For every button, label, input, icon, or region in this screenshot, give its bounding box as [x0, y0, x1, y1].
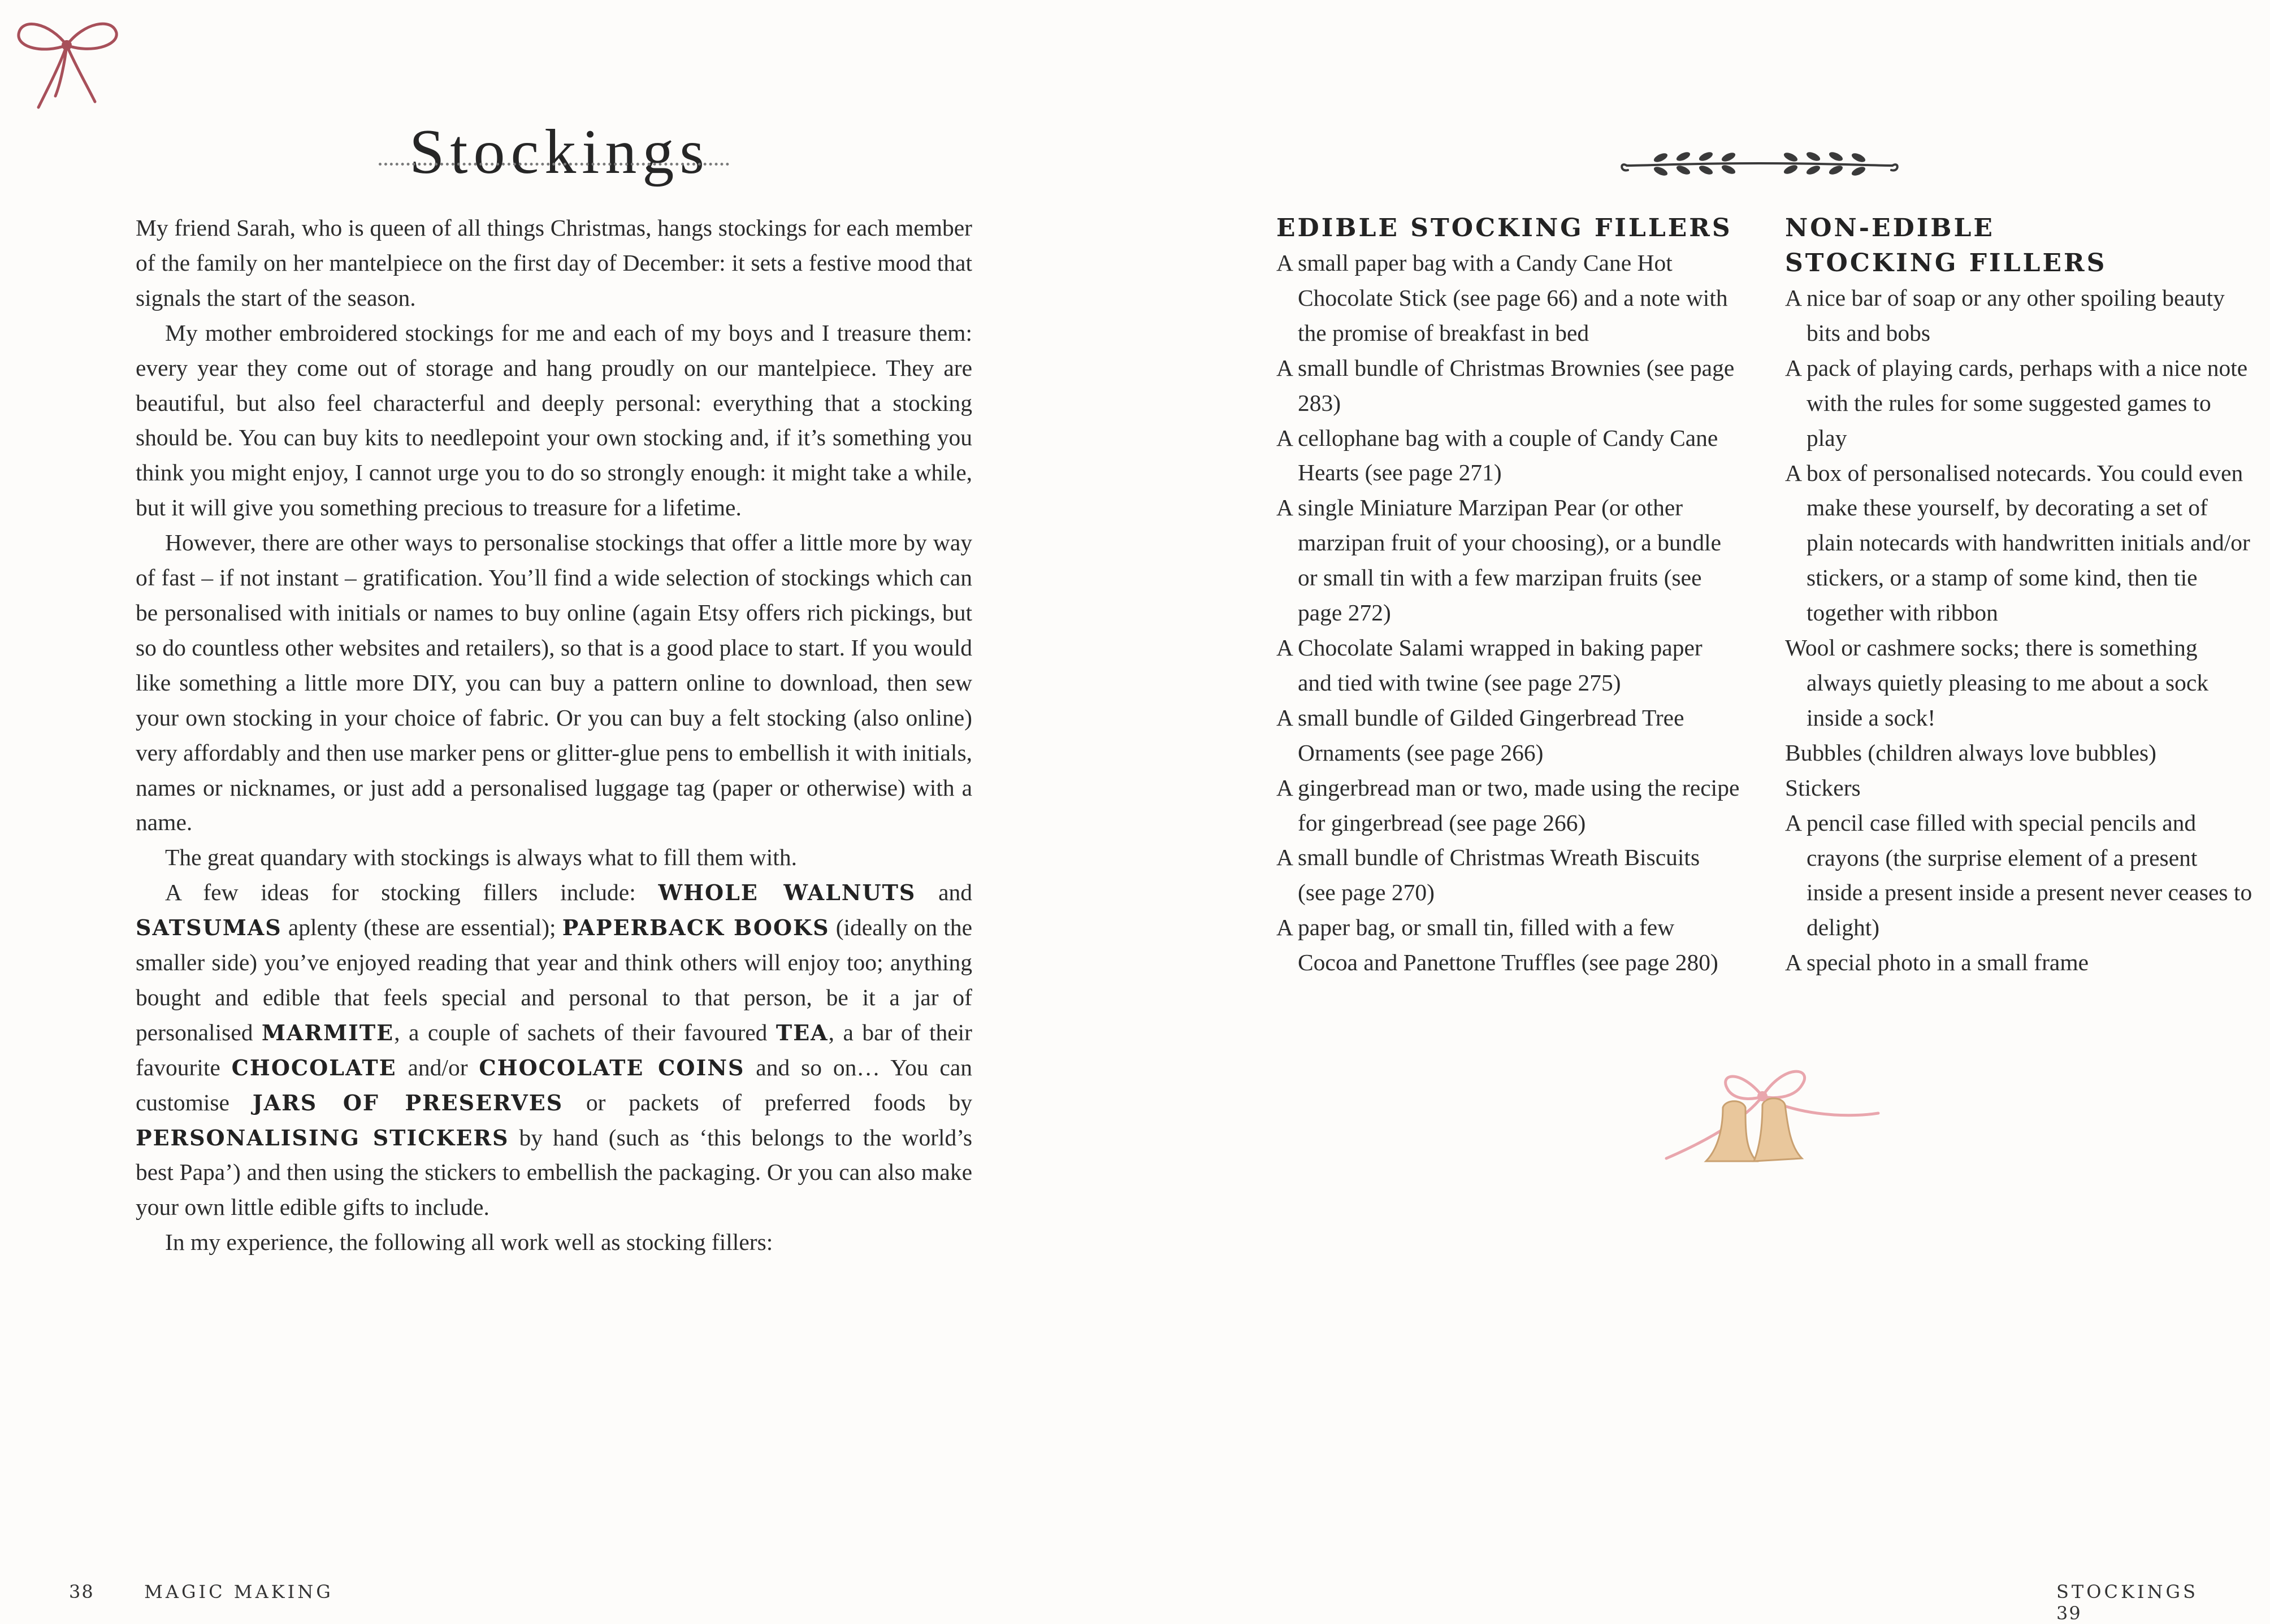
highlighted-item: PERSONALISING STICKERS — [136, 1124, 509, 1150]
body-text-run: In my experience, the following all work well as stocking fillers: — [165, 1229, 773, 1256]
list-item: A small bundle of Gilded Gingerbread Tree Ornaments (see page 266) — [1276, 704, 1684, 766]
list-item: A small paper bag with a Candy Cane Hot Chocolate Stick (see page 66) and a note with the promise of breakfast in bed — [1276, 250, 1728, 346]
body-text-run: , a couple of sachets of their favoured — [394, 1019, 776, 1045]
christmas-bells-icon — [1661, 1045, 1881, 1175]
body-text-run: and/or — [396, 1054, 479, 1080]
highlighted-item: CHOCOLATE — [231, 1054, 397, 1080]
page-title: Stockings — [409, 117, 710, 188]
list-item: A paper bag, or small tin, filled with a few Cocoa and Panettone Truffles (see page 280) — [1276, 914, 1718, 976]
list-item: A nice bar of soap or any other spoiling beauty bits and bobs — [1785, 285, 2225, 346]
edible-fillers-heading: EDIBLE STOCKING FILLERS — [1276, 214, 1732, 242]
nonedible-fillers-column — [1785, 211, 2254, 980]
nonedible-fillers-list — [1785, 281, 2254, 980]
page-number-right: 39 — [2056, 1603, 2082, 1624]
highlighted-item: MARMITE — [261, 1019, 395, 1045]
footer-section-left: MAGIC MAKING — [144, 1581, 333, 1603]
body-text-run: The great quandary with stockings is always what to fill them with. — [165, 844, 797, 871]
body-paragraph — [136, 316, 972, 526]
body-paragraph — [136, 840, 972, 875]
body-text-run: and so on… You can customise — [136, 1054, 972, 1115]
list-item: A pencil case filled with special pencils and crayons (the surprise element of a present inside a present inside a present never ceases to delight) — [1785, 809, 2252, 941]
list-item: A cellophane bag with a couple of Candy Cane Hearts (see page 271) — [1276, 424, 1718, 486]
list-item: A box of personalised notecards. You could even make these yourself, by decorating a set of plain notecards with handwritten initials and/or stickers, or a stamp of some kind, then tie together with ribbon — [1785, 459, 2250, 626]
body-text-run: and — [916, 879, 972, 906]
body-text-run: My mother embroidered stockings for me and each of my boys and I treasure them: every year they come out of storage and hang proudly on our mantelpiece. They are beautiful, but also feel characterful and deeply personal: everything that a stocking should be. You can buy kits to needlepoint your own stocking and, if it’s something you think you might enjoy, I cannot urge you to do so strongly enough: it might take a while, but it will give you something precious to treasure for a lifetime. — [136, 319, 972, 521]
list-item: Wool or cashmere socks; there is something always quietly pleasing to me about a sock inside a sock! — [1785, 635, 2209, 731]
list-item: A Chocolate Salami wrapped in baking paper and tied with twine (see page 275) — [1276, 634, 1703, 696]
highlighted-item: SATSUMAS — [136, 915, 282, 941]
footer-section-right: STOCKINGS — [2056, 1581, 2199, 1603]
list-item: A pack of playing cards, perhaps with a nice note with the rules for some suggested games to play — [1785, 354, 2248, 451]
edible-fillers-column — [1276, 211, 1740, 980]
body-paragraph — [136, 526, 972, 840]
body-text-run: aplenty (these are essential); — [281, 914, 562, 941]
list-item: Stickers — [1785, 774, 1861, 801]
body-paragraph — [136, 211, 972, 316]
body-text-run: However, there are other ways to personalise stockings that offer a little more by way of fast – if not instant – gratification. You’ll find a wide selection of stockings which can be personalised with initials or names to buy online (again Etsy offers rich pickings, but so do countless other websites and retailers), so that is a good place to start. If you would like something a little more DIY, you can buy a pattern online to download, then sew your own stocking in your choice of fabric. Or you can buy a felt stocking (also online) very affordably and then use marker pens or glitter-glue pens to embellish it with initials, names or nicknames, or just add a personalised luggage tag (paper or otherwise) with a name. — [136, 529, 972, 836]
body-text-run: (ideally on the smaller side) you’ve enjoyed reading that year and think others will enjoy too; anything bought and edible that feels special and personal to that person, be it a jar of personalised — [136, 914, 972, 1045]
left-page — [0, 0, 1135, 1610]
ribbon-bow-icon — [10, 11, 123, 113]
highlighted-item: CHOCOLATE COINS — [479, 1054, 745, 1080]
list-item: Bubbles (children always love bubbles) — [1785, 739, 2156, 766]
footer-left — [69, 1581, 333, 1603]
list-item: A special photo in a small frame — [1785, 949, 2089, 976]
right-page — [1135, 0, 2270, 1624]
page-number-left: 38 — [69, 1581, 94, 1603]
body-text-run: , a bar of their favourite — [136, 1019, 972, 1080]
body-text-run: My friend Sarah, who is queen of all things Christmas, hangs stockings for each member of the family on her mantelpiece on the first day of December: it sets a festive mood that signals the start of the season. — [136, 215, 972, 311]
list-item: A small bundle of Christmas Wreath Biscuits (see page 270) — [1276, 844, 1700, 906]
list-item: A small bundle of Christmas Brownies (see page 283) — [1276, 354, 1735, 416]
highlighted-item: PAPERBACK BOOKS — [562, 915, 830, 941]
body-text-run: by hand (such as ‘this belongs to the world’s best Papa’) and then using the stickers to embellish the packaging. Or you can also make your own little edible gifts to include. — [136, 1124, 972, 1221]
edible-fillers-list — [1276, 246, 1740, 980]
highlighted-item: WHOLE WALNUTS — [658, 880, 916, 906]
body-text-run: or packets of preferred foods by — [563, 1089, 972, 1115]
footer-right — [2056, 1581, 2270, 1624]
body-text — [136, 211, 972, 1260]
body-text-run: A few ideas for stocking fillers include: — [165, 879, 659, 906]
body-paragraph — [136, 1225, 972, 1260]
body-paragraph — [136, 875, 972, 1225]
highlighted-item: TEA — [776, 1019, 829, 1045]
vine-flourish-icon — [1615, 144, 1904, 184]
highlighted-item: JARS OF PRESERVES — [252, 1089, 564, 1115]
list-item: A gingerbread man or two, made using the recipe for gingerbread (see page 266) — [1276, 774, 1740, 836]
nonedible-fillers-heading: NON-EDIBLE STOCKING FILLERS — [1785, 214, 2107, 277]
list-item: A single Miniature Marzipan Pear (or other marzipan fruit of your choosing), or a bundle or small tin with a few marzipan fruits (see page 272) — [1276, 494, 1722, 626]
title-dotted-rule — [379, 163, 729, 166]
